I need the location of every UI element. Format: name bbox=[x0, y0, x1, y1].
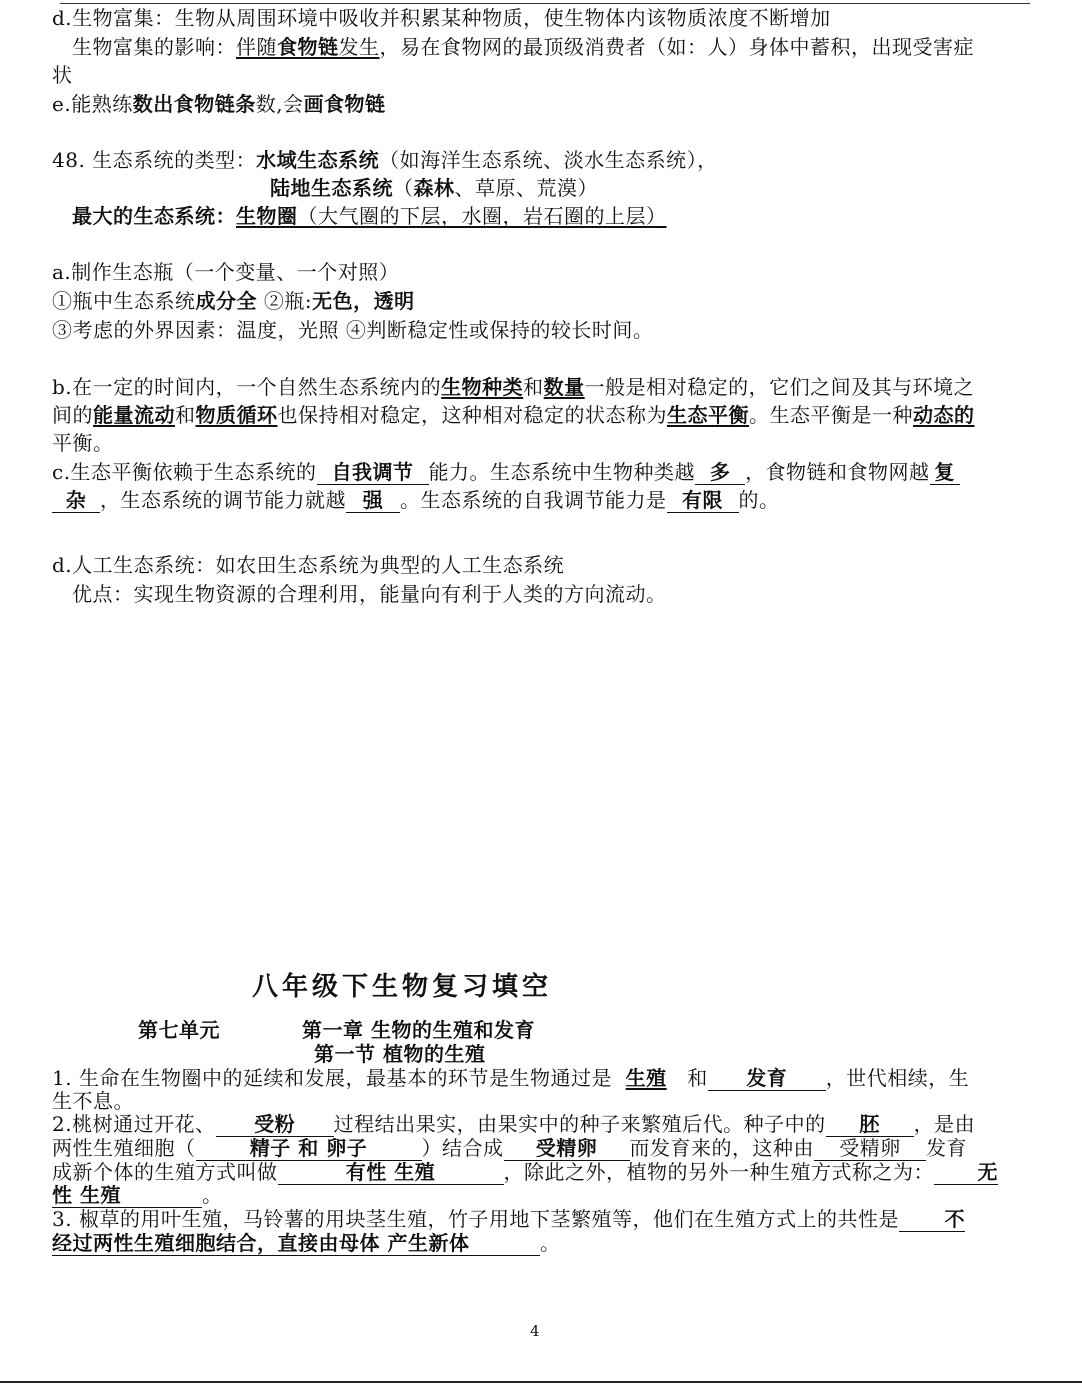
blank-zygote-2: 受精卵 bbox=[814, 1136, 926, 1161]
q2-line3: 成新个体的生殖方式叫做 有性 生殖 ，除此之外，植物的另外一种生殖方式称之为： 无 bbox=[52, 1160, 998, 1184]
blank-development: 发育 bbox=[708, 1066, 826, 1091]
q1-line2: 生不息。 bbox=[52, 1089, 134, 1113]
q2-line2: 两性生殖细胞（ 精子 和 卵子 ）结合成 受精卵 而发育来的，这种由 受精卵 发育 bbox=[52, 1136, 967, 1160]
balance-definition-2: 间的能量流动和物质循环也保持相对稳定，这种相对稳定的状态称为生态平衡。生态平衡是一种动态的 bbox=[52, 403, 975, 427]
blank-asexual-feature-2: 经过两性生殖细胞结合，直接由母体 产生新体 bbox=[52, 1231, 540, 1256]
answer-reproduction: 生殖 bbox=[625, 1066, 667, 1090]
bioaccumulation-effect-cont: 状 bbox=[52, 63, 73, 87]
bioaccumulation-definition: d.生物富集：生物从周围环境中吸收并积累某种物质，使生物体内该物质浓度不断增加 bbox=[52, 6, 831, 30]
q48-land: 陆地生态系统（森林、草原、荒漠） bbox=[270, 176, 598, 200]
review-title: 八年级下生物复习填空 bbox=[252, 972, 553, 1002]
blank-limited: 有限 bbox=[667, 488, 739, 513]
blank-asexual-1: 无 bbox=[934, 1160, 998, 1185]
eco-bottle-title: a.制作生态瓶（一个变量、一个对照） bbox=[52, 260, 400, 284]
q48-biosphere: 最大的生态系统：生物圈（大气圈的下层，水圈，岩石圈的上层） bbox=[72, 204, 667, 228]
unit-heading: 第七单元 bbox=[138, 1018, 220, 1042]
balance-definition-3: 平衡。 bbox=[52, 431, 114, 455]
bioaccumulation-effect: 生物富集的影响：伴随食物链发生，易在食物网的最顶级消费者（如：人）身体中蓄积，出现受害症 bbox=[72, 35, 974, 59]
blank-embryo: 胚 bbox=[826, 1112, 914, 1137]
blank-asexual-feature-1: 不 bbox=[899, 1207, 965, 1232]
page-number: 4 bbox=[530, 1322, 540, 1340]
blank-sexual-reproduction: 有性 生殖 bbox=[278, 1160, 504, 1185]
blank-self-regulation: 自我调节 bbox=[317, 460, 429, 485]
q2-line1: 2.桃树通过开花、 受粉 过程结出果实，由果实中的种子来繁殖后代。种子中的 胚 ，是由 bbox=[52, 1112, 976, 1136]
self-regulation-2: 杂 ，生态系统的调节能力就越 强 。生态系统的自我调节能力是 有限 的。 bbox=[52, 486, 780, 514]
blank-zygote: 受精卵 bbox=[504, 1136, 630, 1161]
artificial-ecosystem-advantage: 优点：实现生物资源的合理利用，能量向有利于人类的方向流动。 bbox=[72, 582, 667, 606]
chapter-heading: 第一章 生物的生殖和发育 bbox=[302, 1018, 535, 1042]
balance-definition-1: b.在一定的时间内，一个自然生态系统内的生物种类和数量一般是相对稳定的，它们之间及其与环境之 bbox=[52, 375, 975, 399]
bottom-rule bbox=[0, 1381, 1082, 1383]
section-heading: 第一节 植物的生殖 bbox=[314, 1042, 486, 1066]
blank-strong: 强 bbox=[346, 488, 400, 513]
food-chain-skill: e.能熟练数出食物链条数,会画食物链 bbox=[52, 92, 386, 116]
q3-line2: 经过两性生殖细胞结合，直接由母体 产生新体 。 bbox=[52, 1231, 561, 1255]
eco-bottle-rule1: ①瓶中生态系统成分全 ②瓶:无色，透明 bbox=[52, 289, 415, 313]
blank-complex-2: 杂 bbox=[52, 488, 100, 513]
artificial-ecosystem: d.人工生态系统：如农田生态系统为典型的人工生态系统 bbox=[52, 553, 565, 577]
q48-types: 48. 生态系统的类型：水域生态系统（如海洋生态系统、淡水生态系统）， bbox=[52, 148, 718, 172]
q3-line1: 3. 椒草的用叶生殖，马铃薯的用块茎生殖，竹子用地下茎繁殖等，他们在生殖方式上的共性是 不 bbox=[52, 1207, 965, 1231]
blank-pollination: 受粉 bbox=[216, 1112, 334, 1137]
blank-more: 多 bbox=[695, 460, 745, 485]
eco-bottle-rule2: ③考虑的外界因素：温度，光照 ④判断稳定性或保持的较长时间。 bbox=[52, 318, 654, 342]
q1-line1: 1. 生命在生物圈中的延续和发展，最基本的环节是生物通过是 生殖 和 发育 ，世代相续，生 bbox=[52, 1066, 970, 1090]
q2-line4: 性 生殖 。 bbox=[52, 1183, 223, 1207]
blank-asexual-2: 性 生殖 bbox=[52, 1183, 202, 1208]
blank-complex-1: 复 bbox=[930, 460, 960, 485]
blank-sperm-egg: 精子 和 卵子 bbox=[196, 1136, 422, 1161]
self-regulation-1: c.生态平衡依赖于生态系统的 自我调节 能力。生态系统中生物种类越 多 ，食物链和食物网越 复 bbox=[52, 458, 960, 486]
